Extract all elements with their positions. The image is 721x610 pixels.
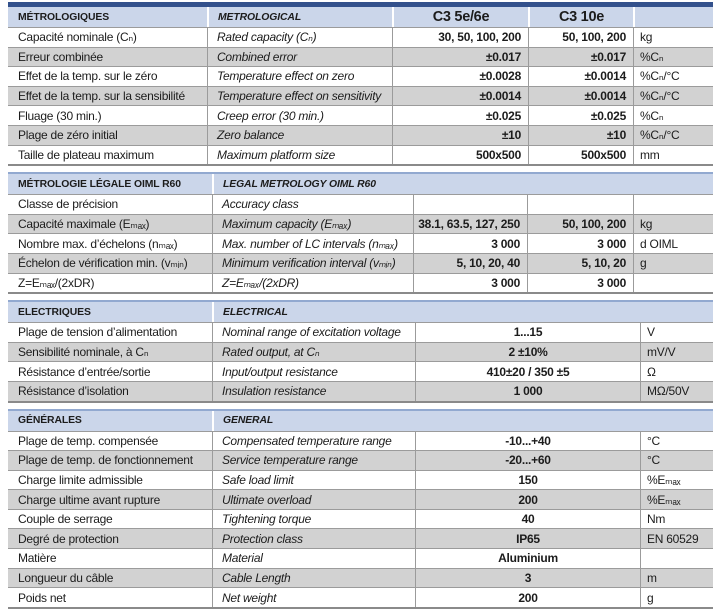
value-c3-10e: 50, 100, 200 bbox=[528, 28, 633, 47]
value-c3-10e: 500x500 bbox=[528, 146, 633, 165]
value: 150 bbox=[415, 471, 640, 490]
spec-row bbox=[8, 146, 713, 167]
value-c3-5e6e: ±0.025 bbox=[392, 106, 528, 125]
label-en: Net weight bbox=[212, 588, 415, 607]
label-fr: Erreur combinée bbox=[18, 49, 103, 64]
value-c3-5e6e: 5, 10, 20, 40 bbox=[413, 254, 527, 273]
label-en: Minimum verification interval (vₘᵢₙ) bbox=[212, 254, 413, 273]
value-c3-10e: ±0.0014 bbox=[528, 67, 633, 86]
label-en: Input/output resistance bbox=[212, 362, 415, 381]
label-fr: Plage de zéro initial bbox=[18, 128, 118, 143]
section-metrological bbox=[8, 2, 713, 166]
value-c3-5e6e: 30, 50, 100, 200 bbox=[392, 28, 528, 47]
spec-row bbox=[8, 28, 713, 48]
column-header-c3-5e6e: C3 5e/6e bbox=[392, 7, 528, 27]
section-header-electrical bbox=[8, 302, 713, 323]
unit: kg bbox=[633, 215, 713, 234]
unit: V bbox=[640, 323, 713, 342]
spec-row bbox=[8, 432, 713, 452]
label-fr: Fluage (30 min.) bbox=[18, 108, 102, 123]
label-en: Service temperature range bbox=[212, 451, 415, 470]
label-fr: Z=Eₘₐₓ/(2xDR) bbox=[18, 275, 95, 290]
section-title-en: ELECTRICAL bbox=[212, 302, 713, 322]
value-c3-5e6e: 3 000 bbox=[413, 234, 527, 253]
label-fr: Plage de tension d’alimentation bbox=[18, 325, 178, 340]
label-en: Material bbox=[212, 549, 415, 568]
value-c3-10e: 3 000 bbox=[527, 234, 633, 253]
label-en: Tightening torque bbox=[212, 510, 415, 529]
spec-row bbox=[8, 254, 713, 274]
value: 200 bbox=[415, 588, 640, 607]
value: 200 bbox=[415, 490, 640, 509]
value-c3-5e6e: 38.1, 63.5, 127, 250 bbox=[413, 215, 527, 234]
label-en: Protection class bbox=[212, 529, 415, 548]
value: 1 000 bbox=[415, 382, 640, 401]
spec-row bbox=[8, 48, 713, 68]
value-c3-10e: ±0.0014 bbox=[528, 87, 633, 106]
label-fr: Couple de serrage bbox=[18, 512, 113, 527]
section-title-fr: ELECTRIQUES bbox=[18, 306, 91, 318]
unit: %Cₙ bbox=[633, 48, 713, 67]
unit: %Cₙ/°C bbox=[633, 87, 713, 106]
label-fr: Charge ultime avant rupture bbox=[18, 492, 160, 507]
label-fr: Résistance d’entrée/sortie bbox=[18, 364, 151, 379]
label-en: Nominal range of excitation voltage bbox=[212, 323, 415, 342]
label-fr: Longueur du câble bbox=[18, 570, 114, 585]
label-en: Maximum capacity (Eₘₐₓ) bbox=[212, 215, 413, 234]
section-title-fr: GÉNÉRALES bbox=[18, 415, 82, 426]
value: IP65 bbox=[415, 529, 640, 548]
value-c3-5e6e: 3 000 bbox=[413, 274, 527, 293]
section-rows bbox=[8, 195, 713, 294]
unit: mm bbox=[633, 146, 713, 165]
spec-row bbox=[8, 549, 713, 569]
section-general bbox=[8, 409, 713, 609]
spec-row bbox=[8, 343, 713, 363]
label-en: Ultimate overload bbox=[212, 490, 415, 509]
unit: mV/V bbox=[640, 343, 713, 362]
spec-row bbox=[8, 195, 713, 215]
value-c3-5e6e: ±10 bbox=[392, 126, 528, 145]
label-en: Maximum platform size bbox=[207, 146, 392, 165]
spec-row bbox=[8, 588, 713, 609]
value: Aluminium bbox=[415, 549, 640, 568]
column-header-c3-10e: C3 10e bbox=[528, 7, 633, 27]
label-en: Accuracy class bbox=[212, 195, 413, 214]
label-en: Cable Length bbox=[212, 569, 415, 588]
unit: g bbox=[633, 254, 713, 273]
label-fr: Effet de la temp. sur la sensibilité bbox=[18, 89, 185, 104]
section-header-legal-metrology bbox=[8, 174, 713, 195]
section-legal-metrology bbox=[8, 172, 713, 294]
label-fr: Taille de plateau maximum bbox=[18, 147, 154, 162]
label-fr: Charge limite admissible bbox=[18, 472, 143, 487]
section-title-fr: MÉTROLOGIQUES bbox=[18, 11, 110, 23]
value-c3-5e6e: ±0.0014 bbox=[392, 87, 528, 106]
spec-row bbox=[8, 106, 713, 126]
section-rows bbox=[8, 323, 713, 402]
value-c3-10e: ±0.017 bbox=[528, 48, 633, 67]
unit bbox=[633, 195, 713, 214]
unit: %Cₙ/°C bbox=[633, 67, 713, 86]
spec-row bbox=[8, 490, 713, 510]
spec-row bbox=[8, 215, 713, 235]
label-fr: Classe de précision bbox=[18, 197, 118, 212]
value-c3-10e: 5, 10, 20 bbox=[527, 254, 633, 273]
value: 1...15 bbox=[415, 323, 640, 342]
unit: m bbox=[640, 569, 713, 588]
value-c3-10e: ±0.025 bbox=[528, 106, 633, 125]
label-en: Compensated temperature range bbox=[212, 432, 415, 451]
unit: %Cₙ bbox=[633, 106, 713, 125]
unit: %Eₘₐₓ bbox=[640, 471, 713, 490]
value-c3-10e: 3 000 bbox=[527, 274, 633, 293]
spec-row bbox=[8, 569, 713, 589]
unit: d OIML bbox=[633, 234, 713, 253]
spec-row bbox=[8, 126, 713, 146]
spec-row bbox=[8, 382, 713, 403]
label-fr: Capacité maximale (Eₘₐₓ) bbox=[18, 217, 150, 232]
unit: °C bbox=[640, 432, 713, 451]
value: 2 ±10% bbox=[415, 343, 640, 362]
label-en: Rated capacity (Cₙ) bbox=[207, 28, 392, 47]
section-title-fr: MÉTROLOGIE LÉGALE OIML R60 bbox=[18, 178, 181, 190]
section-header-metrological bbox=[8, 7, 713, 28]
unit bbox=[640, 549, 713, 568]
section-title-en: GENERAL bbox=[212, 411, 713, 431]
value: 410±20 / 350 ±5 bbox=[415, 362, 640, 381]
label-en: Safe load limit bbox=[212, 471, 415, 490]
value-c3-5e6e: 500x500 bbox=[392, 146, 528, 165]
value-c3-5e6e: ±0.0028 bbox=[392, 67, 528, 86]
spec-row bbox=[8, 362, 713, 382]
value-c3-10e: 50, 100, 200 bbox=[527, 215, 633, 234]
label-fr: Matière bbox=[18, 551, 57, 566]
value: 40 bbox=[415, 510, 640, 529]
label-en: Temperature effect on zero bbox=[207, 67, 392, 86]
section-rows bbox=[8, 432, 713, 609]
label-fr: Degré de protection bbox=[18, 531, 119, 546]
label-fr: Poids net bbox=[18, 590, 66, 605]
spec-row bbox=[8, 471, 713, 491]
unit bbox=[633, 274, 713, 293]
spec-row bbox=[8, 67, 713, 87]
label-en: Insulation resistance bbox=[212, 382, 415, 401]
section-title-en: LEGAL METROLOGY OIML R60 bbox=[212, 174, 713, 194]
spec-row bbox=[8, 451, 713, 471]
label-fr: Plage de temp. de fonctionnement bbox=[18, 453, 193, 468]
section-title-en: METROLOGICAL bbox=[207, 7, 392, 27]
unit: Ω bbox=[640, 362, 713, 381]
label-fr: Plage de temp. compensée bbox=[18, 433, 159, 448]
label-fr: Effet de la temp. sur le zéro bbox=[18, 69, 158, 84]
label-en: Zero balance bbox=[207, 126, 392, 145]
unit: °C bbox=[640, 451, 713, 470]
value-c3-5e6e bbox=[413, 195, 527, 214]
section-rows bbox=[8, 28, 713, 166]
label-en: Temperature effect on sensitivity bbox=[207, 87, 392, 106]
column-header-units bbox=[633, 7, 713, 27]
label-en: Creep error (30 min.) bbox=[207, 106, 392, 125]
spec-row bbox=[8, 234, 713, 254]
spec-row bbox=[8, 274, 713, 295]
section-electrical bbox=[8, 300, 713, 402]
value: -10...+40 bbox=[415, 432, 640, 451]
label-fr: Résistance d’isolation bbox=[18, 384, 129, 399]
unit: %Eₘₐₓ bbox=[640, 490, 713, 509]
label-en: Rated output, at Cₙ bbox=[212, 343, 415, 362]
value: -20...+60 bbox=[415, 451, 640, 470]
unit: g bbox=[640, 588, 713, 607]
label-fr: Nombre max. d’échelons (nₘₐₓ) bbox=[18, 236, 178, 251]
value-c3-10e bbox=[527, 195, 633, 214]
label-fr: Sensibilité nominale, à Cₙ bbox=[18, 345, 149, 360]
unit: Nm bbox=[640, 510, 713, 529]
spec-row bbox=[8, 510, 713, 530]
value: 3 bbox=[415, 569, 640, 588]
spec-row bbox=[8, 323, 713, 343]
section-header-general bbox=[8, 411, 713, 432]
label-fr: Capacité nominale (Cₙ) bbox=[18, 30, 137, 45]
unit: kg bbox=[633, 28, 713, 47]
value-c3-5e6e: ±0.017 bbox=[392, 48, 528, 67]
label-fr: Échelon de vérification min. (vₘᵢₙ) bbox=[18, 256, 188, 271]
label-en: Max. number of LC intervals (nₘₐₓ) bbox=[212, 234, 413, 253]
unit: %Cₙ/°C bbox=[633, 126, 713, 145]
spec-row bbox=[8, 87, 713, 107]
label-en: Z=Eₘₐₓ/(2xDR) bbox=[212, 274, 413, 293]
spec-row bbox=[8, 529, 713, 549]
value-c3-10e: ±10 bbox=[528, 126, 633, 145]
unit: MΩ/50V bbox=[640, 382, 713, 401]
unit: EN 60529 bbox=[640, 529, 713, 548]
label-en: Combined error bbox=[207, 48, 392, 67]
